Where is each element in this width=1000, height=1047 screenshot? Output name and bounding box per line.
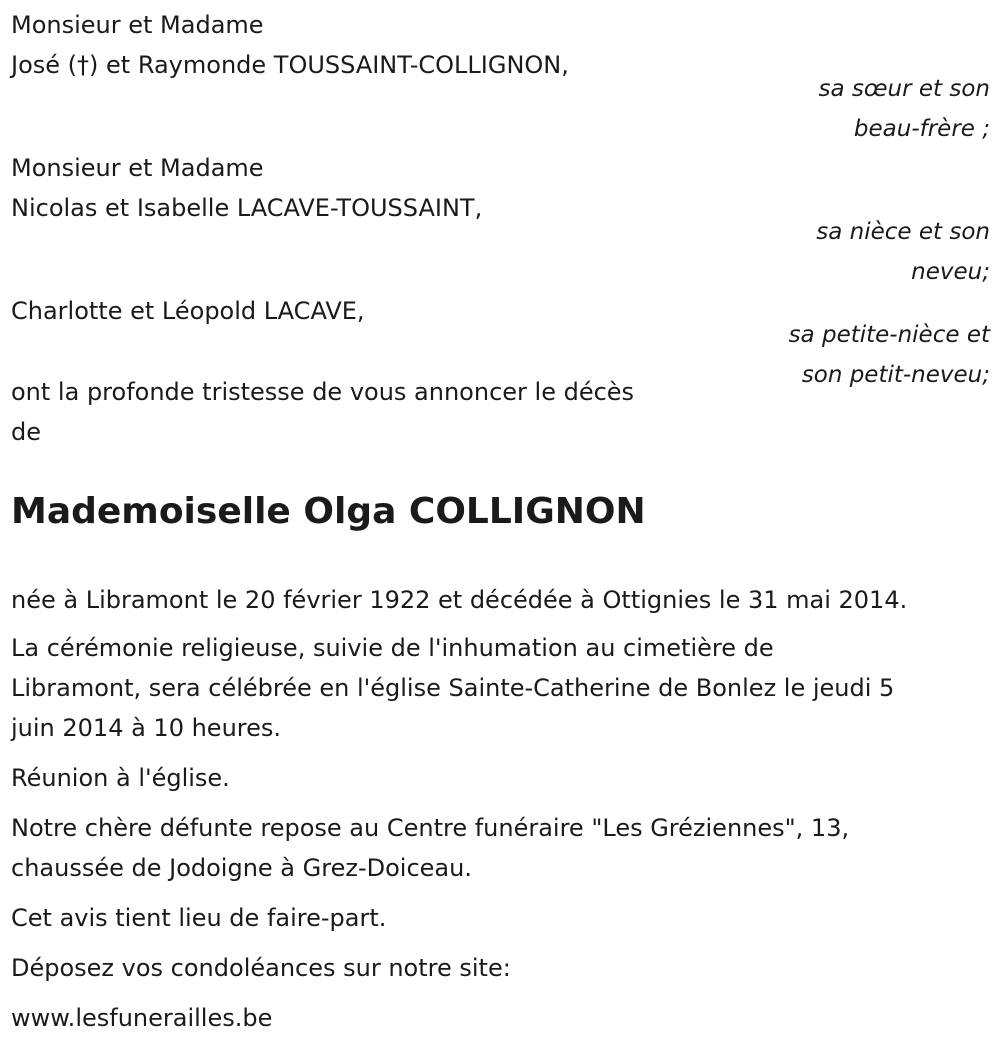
meeting-text: Réunion à l'église.: [11, 764, 230, 792]
website-link[interactable]: www.lesfunerailles.be: [11, 1004, 273, 1032]
ceremony-line3: juin 2014 à 10 heures.: [11, 714, 282, 742]
family-group1-line1: Monsieur et Madame: [11, 11, 264, 39]
condolences-text: Déposez vos condoléances sur notre site:: [11, 954, 511, 982]
ceremony-line1: La cérémonie religieuse, suivie de l'inhumation au cimetière de: [11, 634, 774, 662]
family-group2-line2: Nicolas et Isabelle LACAVE-TOUSSAINT,: [11, 194, 483, 222]
family-group2-line1: Monsieur et Madame: [11, 154, 264, 182]
family-group1-relation-line1: sa sœur et son: [818, 76, 990, 102]
family-group1-relation-line2: beau-frère ;: [853, 116, 990, 142]
family-group3-relation-line1: sa petite-nièce et: [788, 322, 990, 348]
family-group2-relation-line2: neveu;: [911, 259, 990, 285]
notice-text: Cet avis tient lieu de faire-part.: [11, 904, 387, 932]
deceased-name: Mademoiselle Olga COLLIGNON: [11, 491, 646, 532]
family-group3-relation-line2: son petit-neveu;: [801, 362, 990, 388]
family-group2-relation-line1: sa nièce et son: [816, 219, 990, 245]
rest-line2: chaussée de Jodoigne à Grez-Doiceau.: [11, 854, 472, 882]
birth-death-text: née à Libramont le 20 février 1922 et décédée à Ottignies le 31 mai 2014.: [11, 586, 908, 614]
announcement-line1: ont la profonde tristesse de vous annoncer le décès: [11, 378, 635, 406]
ceremony-line2: Libramont, sera célébrée en l'église Sainte-Catherine de Bonlez le jeudi 5: [11, 674, 895, 702]
announcement-line2: de: [11, 418, 41, 446]
family-group3-line1: Charlotte et Léopold LACAVE,: [11, 297, 365, 325]
family-group1-line2: José (†) et Raymonde TOUSSAINT-COLLIGNON,: [11, 51, 569, 79]
rest-line1: Notre chère défunte repose au Centre funéraire "Les Gréziennes", 13,: [11, 814, 850, 842]
